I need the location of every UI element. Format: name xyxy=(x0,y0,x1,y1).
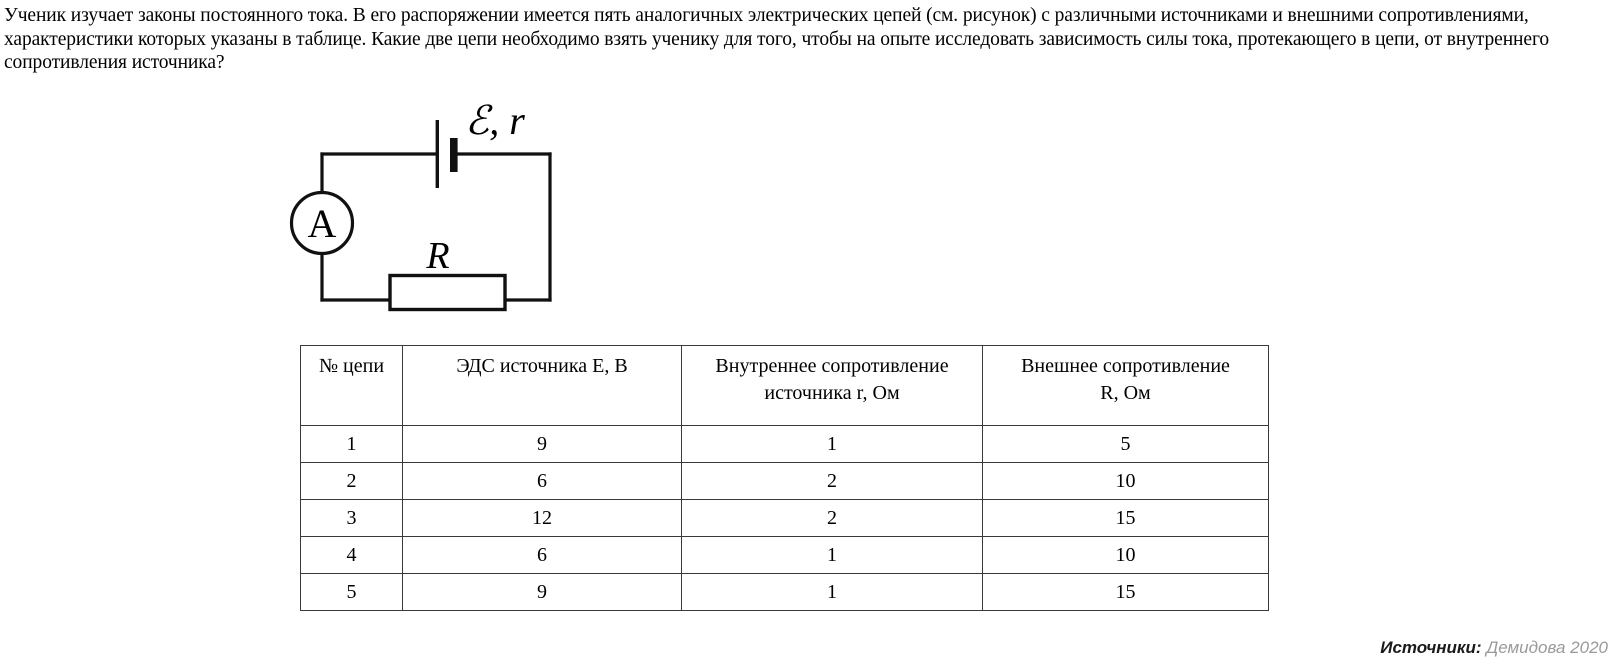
cell-circuit-no: 2 xyxy=(301,463,403,500)
cell-internal-resistance: 1 xyxy=(682,426,983,463)
header-line-1: Внутреннее сопротивление xyxy=(715,355,949,377)
cell-circuit-no: 1 xyxy=(301,426,403,463)
source-value: Демидова 2020 xyxy=(1486,638,1608,657)
cell-emf: 6 xyxy=(403,537,682,574)
cell-emf: 9 xyxy=(403,426,682,463)
table-row xyxy=(301,574,1269,611)
table-row xyxy=(301,500,1269,537)
battery-short-plate xyxy=(450,138,458,172)
header-line-1: ЭДС источника E, В xyxy=(456,355,628,377)
cell-external-resistance: 10 xyxy=(983,537,1269,574)
cell-circuit-no: 3 xyxy=(301,500,403,537)
cell-emf: 12 xyxy=(403,500,682,537)
source-label: Источники: xyxy=(1380,638,1482,657)
cell-external-resistance: 10 xyxy=(983,463,1269,500)
cell-emf: 6 xyxy=(403,463,682,500)
battery-symbol xyxy=(436,120,458,188)
cell-external-resistance: 15 xyxy=(983,574,1269,611)
question-text: Ученик изучает законы постоянного тока. В его распоряжении имеется пять аналогичных электрических цепей (см. рисунок) с различными источниками и внешними сопротивлениями, характеристики которых указаны в таблице. Какие две цепи необходимо взять ученику для того, чтобы на опыте исследовать зависимость силы тока, протекающего в цепи, от внутреннего сопротивления источника? xyxy=(4,5,1550,73)
resistor-symbol xyxy=(390,235,505,310)
header-line-1: № цепи xyxy=(318,355,385,377)
source-label-text: ℰ, r xyxy=(465,98,525,143)
table-header-row xyxy=(301,346,1269,426)
header-cell-external-resistance xyxy=(983,346,1269,426)
resistor-box xyxy=(390,276,505,310)
cell-circuit-no: 5 xyxy=(301,574,403,611)
circuit-diagram-svg xyxy=(260,92,600,327)
source-line xyxy=(1380,638,1608,658)
cell-external-resistance: 5 xyxy=(983,426,1269,463)
header-line-1: Внешнее сопротивление xyxy=(1021,355,1230,377)
cell-external-resistance: 15 xyxy=(983,500,1269,537)
cell-internal-resistance: 1 xyxy=(682,537,983,574)
header-cell-internal-resistance xyxy=(682,346,983,426)
ammeter-symbol xyxy=(292,193,353,254)
table-row xyxy=(301,537,1269,574)
cell-emf: 9 xyxy=(403,574,682,611)
header-line-2: источника r, Ом xyxy=(764,382,900,404)
battery-long-plate xyxy=(436,120,439,188)
header-cell-circuit-no xyxy=(301,346,403,426)
resistor-label-text: R xyxy=(426,235,450,277)
cell-internal-resistance: 2 xyxy=(682,500,983,537)
header-line-2: R, Ом xyxy=(1100,382,1151,404)
table-row xyxy=(301,426,1269,463)
header-cell-emf xyxy=(403,346,682,426)
table-row xyxy=(301,463,1269,500)
ammeter-label-text: A xyxy=(307,201,337,246)
cell-internal-resistance: 1 xyxy=(682,574,983,611)
circuit-parameters-table xyxy=(300,345,1269,611)
circuit-diagram xyxy=(260,92,600,327)
cell-circuit-no: 4 xyxy=(301,537,403,574)
cell-internal-resistance: 2 xyxy=(682,463,983,500)
